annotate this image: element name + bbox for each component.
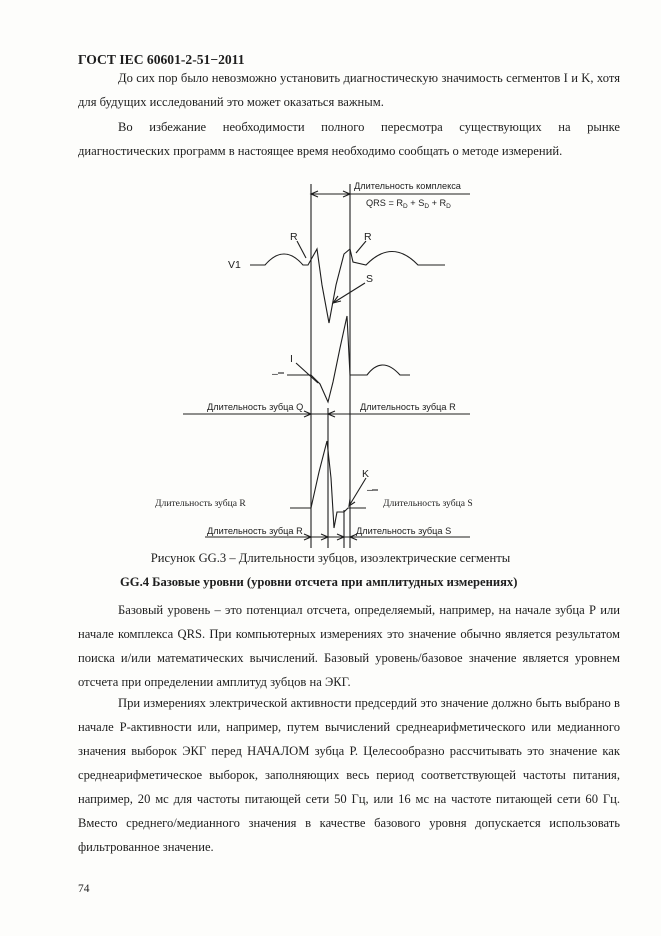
r-duration-right-label: Длительность зубца R [360,402,456,412]
s-duration-bottom-label: Длительность зубца S [356,526,452,536]
q-duration-label: Длительность зубца Q [207,402,304,412]
section-heading: GG.4 Базовые уровни (уровни отсчета при амплитудных измерениях) [120,575,518,589]
complex-duration-label: Длительность комплекса [354,181,461,191]
section-paragraph-2: При измерениях электрической активности предсердий это значение должно быть выбрано в начале Р-активности или, например, путем вычислений среднеарифметического или медианного значения выборок ЭКГ перед НАЧАЛОМ зубца Р. Целесообразно рассчитывать это значение как среднеарифметическое выборок, заполняющих весь период соответствующей частоты питания, например, 20 мс для частоты питающей сети 50 Гц, или 16 мс на частоте питающей сети 60 Гц. Вместо среднего/медианного значения в качестве базового уровня допускается использовать фильтрованное значение. [78,696,620,854]
figure-caption: Рисунок GG.3 – Длительности зубцов, изоэлектрические сегменты [150,551,511,565]
wave-r-left-label: R [290,231,298,243]
wave-duration-figure [0,175,661,550]
section-paragraph-1: Базовый уровень – это потенциал отсчета, определяемый, например, на начале зубца Р или начале комплекса QRS. При компьютерных измерениях это значение обычно является результатом поиска и/или математических вычислений. Базовый уровень/базовое значение является уровнем отсчета при определении амплитуд зубцов на ЭКГ. [78,603,620,689]
wave-k-label: K [362,468,370,480]
dash-mark-left: – [272,368,278,380]
s-duration-top-label: Длительность зубца S [383,498,473,509]
page-number: 74 [78,883,90,895]
intro-paragraph-2: Во избежание необходимости полного пересмотра существующих на рынке диагностических программ в настоящее время необходимо сообщать о методе измерений. [78,120,620,158]
middle-trace [287,316,410,402]
qrs-formula: QRS = $R_D + S_D + R_D$ [366,198,451,210]
wave-s-label: S [366,273,374,285]
v1-trace [250,249,445,323]
wave-i-label: I [290,353,293,365]
r-duration-bottom-label: Длительность зубца R [207,526,303,536]
dash-mark-right: – [367,484,373,496]
intro-paragraph-1: До сих пор было невозможно установить диагностическую значимость сегментов I и K, хотя для будущих исследований это может оказаться важным. [78,71,620,109]
wave-r-right-label: R [364,231,372,243]
lead-label: V1 [228,259,241,271]
r-duration-left-label: Длительность зубца R [155,498,246,509]
document-header: ГОСТ IEC 60601-2-51−2011 [78,52,245,67]
